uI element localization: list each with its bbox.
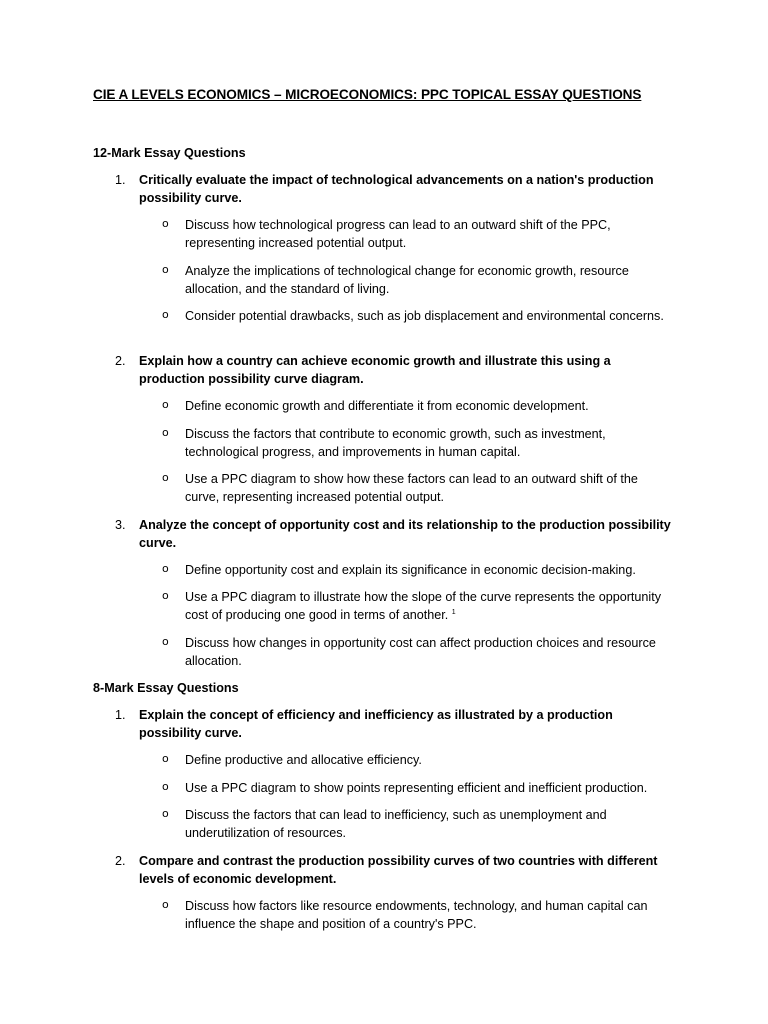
question-text: Explain how a country can achieve economic growth and illustrate this using a production possibility curve diagram.: [139, 354, 611, 386]
bullet-text-content: Use a PPC diagram to illustrate how the slope of the curve represents the opportunity cost of producing one good in terms of another.: [185, 590, 662, 622]
bullet-text: Discuss the factors that can lead to inefficiency, such as unemployment and underutilization of resources.: [185, 808, 607, 840]
question-12-mark-1: [115, 171, 675, 207]
question-number: 1.: [115, 173, 126, 187]
question-text: Explain the concept of efficiency and inefficiency as illustrated by a production possibility curve.: [139, 708, 613, 740]
footnote-reference[interactable]: 1: [451, 608, 456, 616]
bullet-text: Discuss how changes in opportunity cost can affect production choices and resource allocation.: [185, 636, 656, 668]
bullet-item: [162, 806, 672, 842]
bullet-marker: o: [162, 752, 169, 765]
bullet-item: [162, 425, 672, 461]
bullet-marker: o: [162, 898, 169, 911]
bullet-text: Define economic growth and differentiate it from economic development.: [185, 399, 589, 413]
bullet-marker: o: [162, 471, 169, 484]
bullet-item: [162, 307, 672, 325]
bullet-item: [162, 397, 672, 415]
bullet-item: [162, 897, 672, 933]
bullet-marker: o: [162, 807, 169, 820]
bullet-marker: o: [162, 308, 169, 321]
bullet-item: [162, 216, 672, 252]
section-heading-12-mark: 12-Mark Essay Questions: [93, 146, 246, 160]
question-number: 1.: [115, 708, 126, 722]
bullet-marker: o: [162, 426, 169, 439]
bullet-text: Analyze the implications of technological change for economic growth, resource allocation, and the standard of living.: [185, 264, 629, 296]
bullet-item: [162, 588, 672, 624]
bullet-text: [185, 588, 672, 624]
section-heading-8-mark: 8-Mark Essay Questions: [93, 681, 239, 695]
question-8-mark-1: [115, 706, 675, 742]
bullet-text: Define opportunity cost and explain its significance in economic decision-making.: [185, 563, 636, 577]
bullet-item: [162, 751, 672, 769]
question-number: 2.: [115, 354, 126, 368]
question-12-mark-2: [115, 352, 675, 388]
bullet-marker: o: [162, 263, 169, 276]
bullet-marker: o: [162, 562, 169, 575]
bullet-marker: o: [162, 780, 169, 793]
question-12-mark-3: [115, 516, 675, 552]
question-text: Critically evaluate the impact of technological advancements on a nation's production possibility curve.: [139, 173, 654, 205]
question-text: Compare and contrast the production possibility curves of two countries with different levels of economic development.: [139, 854, 658, 886]
bullet-text: Consider potential drawbacks, such as job displacement and environmental concerns.: [185, 309, 664, 323]
bullet-text: Discuss how factors like resource endowments, technology, and human capital can influence the shape and position of a country's PPC.: [185, 899, 648, 931]
bullet-item: [162, 779, 672, 797]
bullet-item: [162, 561, 672, 579]
document-title: CIE A LEVELS ECONOMICS – MICROECONOMICS: PPC TOPICAL ESSAY QUESTIONS: [93, 87, 642, 102]
bullet-text: Use a PPC diagram to show how these factors can lead to an outward shift of the curve, representing increased potential output.: [185, 472, 638, 504]
bullet-text: Discuss the factors that contribute to economic growth, such as investment, technological progress, and improvements in human capital.: [185, 427, 606, 459]
question-8-mark-2: [115, 852, 675, 888]
question-number: 2.: [115, 854, 126, 868]
bullet-marker: o: [162, 398, 169, 411]
bullet-marker: o: [162, 217, 169, 230]
bullet-text: Discuss how technological progress can lead to an outward shift of the PPC, representing increased potential output.: [185, 218, 611, 250]
question-text: Analyze the concept of opportunity cost and its relationship to the production possibility curve.: [139, 518, 671, 550]
bullet-marker: o: [162, 635, 169, 648]
question-number: 3.: [115, 518, 126, 532]
bullet-text: Define productive and allocative efficiency.: [185, 753, 422, 767]
bullet-item: [162, 634, 672, 670]
bullet-text: Use a PPC diagram to show points representing efficient and inefficient production.: [185, 781, 648, 795]
bullet-item: [162, 470, 672, 506]
bullet-item: [162, 262, 672, 298]
bullet-marker: o: [162, 589, 169, 602]
